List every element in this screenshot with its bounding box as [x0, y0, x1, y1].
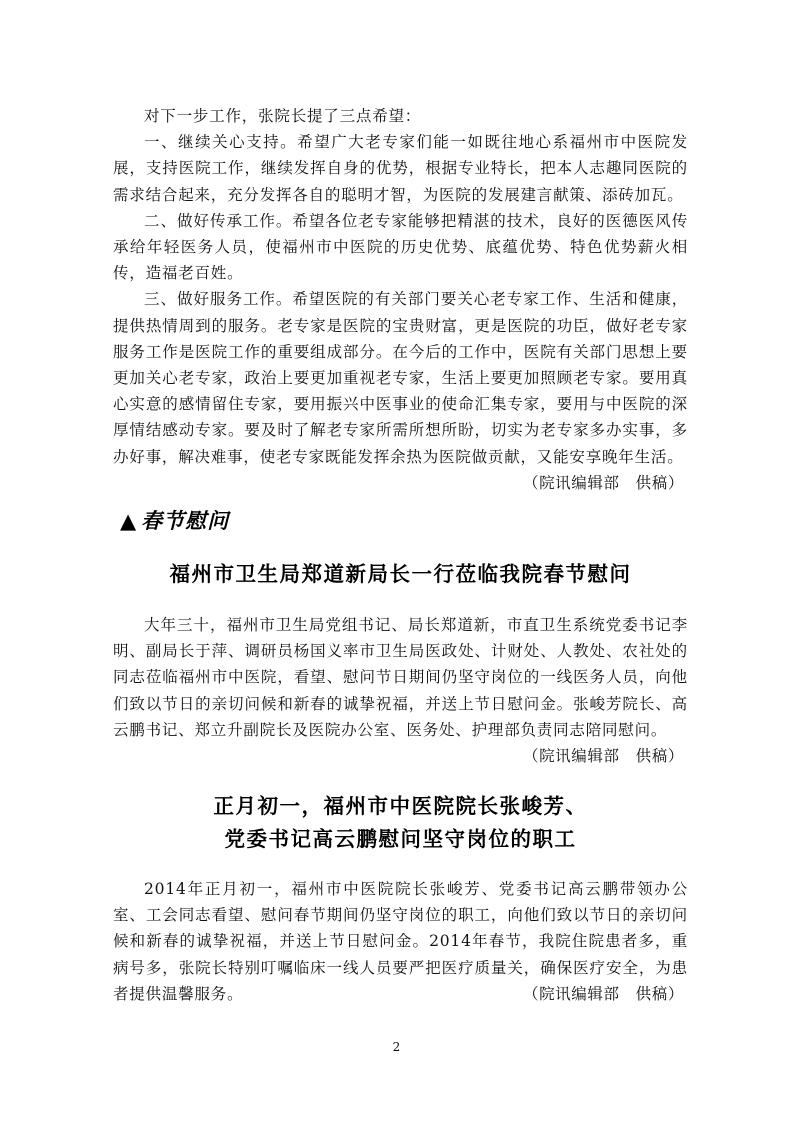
article2-title-line2: 党委书记高云鹏慰问坚守岗位的职工 [224, 827, 577, 851]
article2-credit: （院讯编辑部 供稿） [522, 985, 684, 1004]
article2-title-line1: 正月初一，福州市中医院院长张峻芳、 [213, 794, 588, 818]
section-heading-label: 春节慰问 [141, 509, 230, 533]
article1-paragraph: 大年三十，福州市卫生局党组书记、局长郑道新，市直卫生系统党委书记李明、副局长于萍、调研员杨国义率市卫生局医政处、计财处、人教处、农社处的同志莅临福州市中医院，看望、慰问节日期间仍坚守岗位的一线医务人员，向他们致以节日的亲切问候和新春的诚挚祝福，并送上节日慰问金。张峻芳院长、高云鹏书记、郑立升副院长及医院办公室、医务处、护理部负责同志陪同慰问。 [113, 616, 688, 739]
section1-paragraph-point2: 二、做好传承工作。希望各位老专家能够把精湛的技术，良好的医德医风传承给年轻医务人员，使福州市中医院的历史优势、底蕴优势、特色优势薪火相传，造福老百姓。 [113, 211, 688, 283]
section1-paragraph-point1: 一、继续关心支持。希望广大老专家们能一如既往地心系福州市中医院发展，支持医院工作，继续发挥自身的优势，根据专业特长，把本人志趣同医院的需求结合起来，充分发挥各自的聪明才智，为医院的发展建言献策、添砖加瓦。 [113, 133, 688, 204]
section1-paragraph-intro: 对下一步工作，张院长提了三点希望： [144, 107, 422, 125]
article2-paragraph: 2014年正月初一，福州市中医院院长张峻芳、党委书记高云鹏带领办公室、工会同志看望、慰问春节期间仍坚守岗位的职工，向他们致以节日的亲切问候和新春的诚挚祝福，并送上节日慰问金。2014年春节，我院住院患者多，重病号多，张院长特别叮嘱临床一线人员要严把医疗质量关，确保医疗安全，为患者提供温馨服务。 [113, 880, 688, 1003]
section1-paragraph-point3: 三、做好服务工作。希望医院的有关部门要关心老专家工作、生活和健康，提供热情周到的服务。老专家是医院的宝贵财富，更是医院的功臣，做好老专家服务工作是医院工作的重要组成部分。在今后的工作中，医院有关部门思想上要更加关心老专家，政治上要更加重视老专家，生活上要更加照顾老专家。要用真心实意的感情留住专家，要用振兴中医事业的使命汇集专家，要用与中医院的深厚情结感动专家。要及时了解老专家所需所想所盼，切实为老专家多办实事，多办好事，解决难事，使老专家既能发挥余热为医院做贡献，又能安享晚年生活。 [113, 290, 688, 466]
triangle-icon: ▲ [120, 509, 138, 533]
article1-credit: （院讯编辑部 供稿） [522, 747, 684, 766]
section1-body [113, 103, 688, 496]
article1-title: 福州市卫生局郑道新局长一行莅临我院春节慰问 [169, 562, 632, 586]
article1-body [113, 612, 688, 769]
section-heading [120, 505, 229, 535]
article2-body [113, 876, 688, 1007]
page-number: 2 [392, 1040, 401, 1054]
article2-title [113, 790, 688, 856]
section1-credit: （院讯编辑部 供稿） [522, 473, 684, 492]
